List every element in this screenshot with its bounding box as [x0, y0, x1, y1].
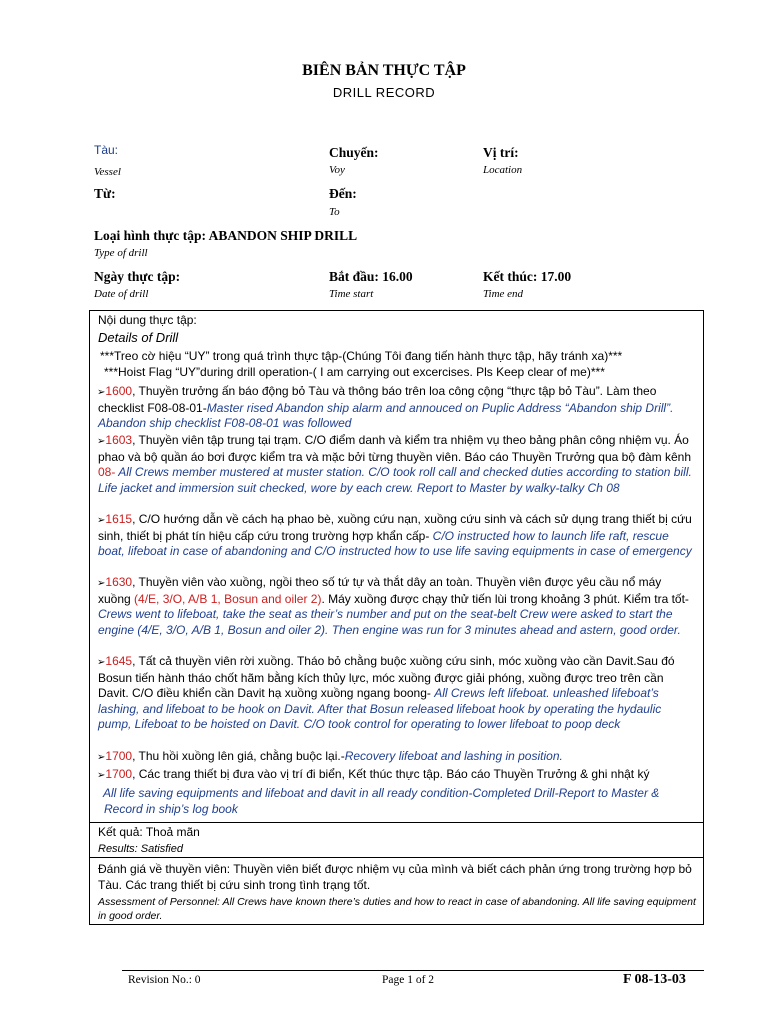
- assessment-en: Assessment of Personnel: All Crews have known there’s duties and how to react in case of abandoning. All life saving equipment in good order.: [98, 896, 696, 922]
- drill-step: [90, 512, 697, 560]
- revision-number: Revision No.: 0: [128, 974, 201, 986]
- step-text-en: All Crews left lifeboat. unleashed lifeboat’s lashing, and lifeboat to be hook on Davit. After that Bosun released lifeboat hook by operating the hydaulic pump, Lifeboat to be hoisted on Davit. C/O took control for operating to lower lifeboat to poop deck: [98, 686, 662, 732]
- step-time: 1600: [105, 384, 133, 398]
- step-text-vn: , Thu hồi xuồng lên giá, chằng buộc lại.-: [132, 749, 345, 763]
- document-subtitle: DRILL RECORD: [332, 85, 436, 100]
- step-text-en: Recovery lifeboat and lashing in position.: [344, 749, 563, 763]
- step-channel: 08-: [98, 465, 116, 480]
- arrow-icon: ➢: [97, 578, 106, 589]
- document-title: BIÊN BẢN THỰC TẬP: [302, 62, 466, 79]
- start-time-label: Bắt đầu: 16.00: [329, 269, 413, 284]
- voy-label: Chuyến:: [329, 145, 379, 160]
- divider: [90, 822, 703, 823]
- arrow-icon: ➢: [97, 387, 106, 398]
- arrow-icon: ➢: [97, 752, 106, 763]
- start-time-label-en: Time start: [329, 288, 374, 300]
- divider: [90, 857, 703, 858]
- step-text-vn-2: . Máy xuồng được chạy thử tiến lùi trong khoảng 3 phút. Kiểm tra tốt-: [321, 591, 689, 606]
- arrow-icon: ➢: [97, 436, 106, 447]
- drill-step: [90, 575, 697, 638]
- date-label-en: Date of drill: [94, 288, 149, 300]
- step-text-vn: , Thuyền viên vào xuồng, ngồi theo số tứ tự và thắt dây an toàn. Thuyền viên được yêu cầu nổ máy xuồng: [98, 575, 662, 606]
- flag-note-en: ***Hoist Flag “UY”during drill operation-( I am carrying out excercises. Pls Keep clear of me)***: [104, 365, 605, 379]
- assessment-vn: Đánh giá về thuyền viên: Thuyền viên biết được nhiệm vụ của mình và biết cách phản ứng trong trường hợp bỏ Tàu. Các trang thiết bị cứu sinh trong tình trạng tốt.: [98, 862, 692, 892]
- vessel-label: Tàu:: [94, 143, 119, 157]
- step-time: 1700: [105, 767, 133, 781]
- voy-label-en: Voy: [329, 164, 345, 176]
- date-label: Ngày thực tập:: [94, 269, 181, 284]
- step-text-vn: , C/O hướng dẫn về cách hạ phao bè, xuồng cứu nạn, xuồng cứu sinh và cách sử dụng trang thiết bị cứu sinh, thiết bị phát tín hiệu cấp cứu trong trường hợp khẩn cấp-: [98, 512, 692, 543]
- details-heading: Nội dung thực tập:: [98, 313, 197, 327]
- step-time: 1645: [105, 654, 133, 668]
- drill-type-label: Loại hình thực tập: ABANDON SHIP DRILL: [94, 228, 358, 243]
- step-text-en: Crews went to lifeboat, take the seat as their’s number and put on the seat-belt Crew were asked to start the engine (4/E, 3/O, A/B 1, Bosun and oiler 2). Then engine was run for 3 minutes ahead and astern, good order.: [98, 607, 681, 637]
- page-number: Page 1 of 2: [382, 974, 435, 986]
- to-label: Đến:: [329, 186, 357, 201]
- drill-type-label-en: Type of drill: [94, 247, 148, 259]
- step-text-vn: , Thuyền trưởng ấn báo động bỏ Tàu và thông báo trên loa công cộng “thực tập bỏ Tàu”. Làm theo checklist F08-08-01-: [98, 384, 657, 415]
- vessel-label-en: Vessel: [94, 166, 121, 178]
- step-time: 1700: [105, 749, 133, 763]
- arrow-icon: ➢: [97, 770, 106, 781]
- end-time-label-en: Time end: [483, 288, 524, 300]
- step-text-en: All Crews member mustered at muster station. C/O took roll call and checked duties according to station bill. Life jacket and immersion suit checked, wore by each crew. Report to Master by walky-talky Ch 08: [98, 465, 692, 495]
- from-label: Từ:: [94, 186, 116, 201]
- details-heading-en: Details of Drill: [98, 330, 179, 345]
- step-time: 1615: [105, 512, 133, 526]
- to-label-en: To: [329, 206, 340, 218]
- form-code: F 08-13-03: [623, 972, 686, 987]
- drill-step: [90, 654, 697, 733]
- drill-details-box: [89, 310, 704, 925]
- drill-step: [90, 767, 697, 784]
- drill-step: [90, 433, 697, 496]
- results-label: Kết quả: Thoả mãn: [98, 825, 200, 839]
- step-text-vn: , Thuyền viên tập trung tại trạm. C/O điểm danh và kiểm tra nhiệm vụ theo bảng phân công nhiệm vụ. Áo phao và bộ quần áo bơi được kiểm tra và mặc bởi từng thuyền viên. Báo cáo Thuyền Trưởng qua bộ đàm kênh: [98, 433, 692, 464]
- end-time-label: Kết thúc: 17.00: [483, 269, 572, 284]
- step-text-en: C/O instructed how to launch life raft, rescue boat, lifeboat in case of abandoning and C/O instructed how to use life saving equipments in case of emergency: [98, 528, 692, 559]
- step-text-vn: , Tất cả thuyền viên rời xuồng. Tháo bỏ chằng buộc xuồng cứu sinh, móc xuồng vào cần Davit.Sau đó Bosun tiến hành tháo chốt hãm bằng kích thủy lực, móc xuồng được giải phóng, xuồng được treo trên cần Davit. C/O điều khiển cần Davit hạ xuồng xuồng ngang boong-: [98, 654, 675, 701]
- arrow-icon: ➢: [97, 657, 106, 668]
- arrow-icon: ➢: [97, 515, 106, 526]
- step-text-en: All life saving equipments and lifeboat and davit in all ready condition-Completed Drill-Report to Master & Record in ship’s log book: [103, 786, 660, 816]
- step-time: 1603: [105, 433, 133, 447]
- footer-divider: [122, 970, 704, 971]
- location-label: Vị trí:: [483, 145, 519, 160]
- results-label-en: Results: Satisfied: [98, 843, 183, 855]
- step-text-vn: , Các trang thiết bị đưa vào vị trí đi biển, Kết thúc thực tập. Báo cáo Thuyền Trưởng & ghi nhật ký: [132, 767, 650, 781]
- drill-step: [90, 749, 697, 766]
- step-time: 1630: [105, 575, 133, 589]
- step-text-en: Master rised Abandon ship alarm and annouced on Puplic Address “Abandon ship Drill”. Abandon ship checklist F08-08-01 was followed: [98, 400, 674, 431]
- flag-note-vn: ***Treo cờ hiệu “UY” trong quá trình thực tập-(Chúng Tôi đang tiến hành thực tập, hãy tránh xa)***: [100, 349, 623, 363]
- drill-step: [90, 384, 697, 432]
- location-label-en: Location: [483, 164, 523, 176]
- step-crew-list: (4/E, 3/O, A/B 1, Bosun and oiler 2): [134, 591, 322, 606]
